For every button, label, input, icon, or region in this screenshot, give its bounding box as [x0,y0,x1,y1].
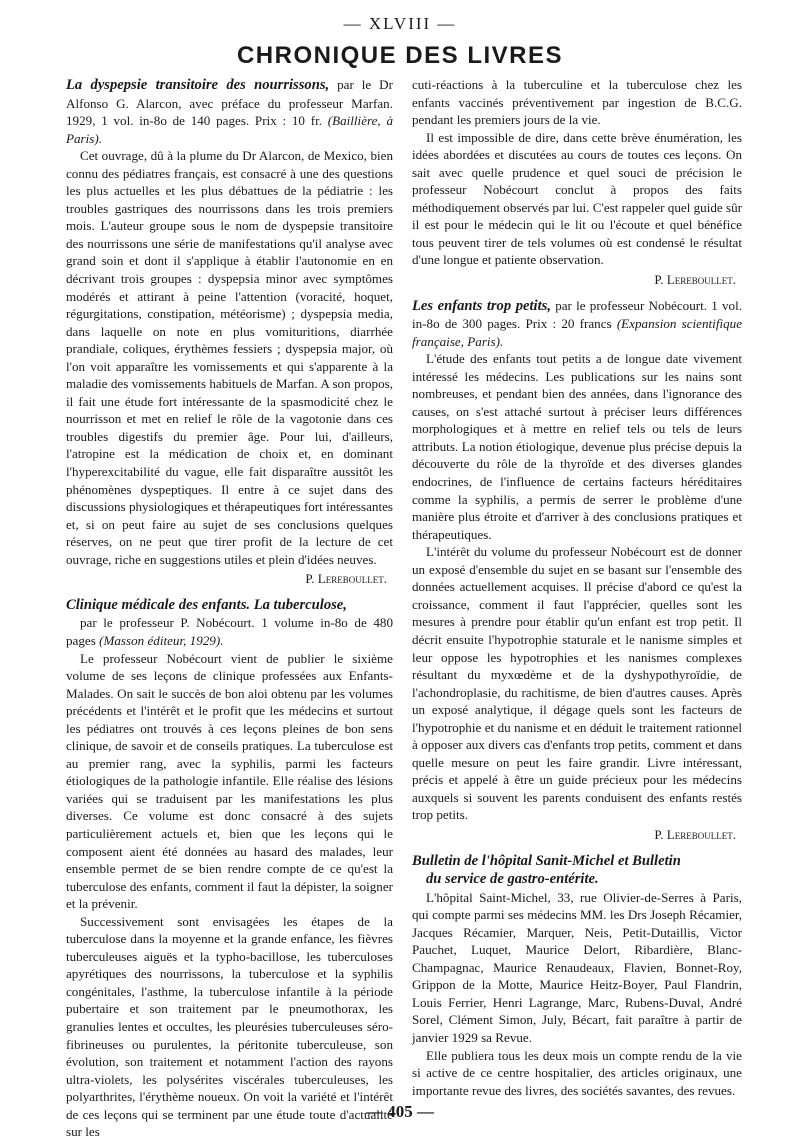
review-body: L'étude des enfants tout petits a de longue date vivement intéressé les médecins. Les publications sur les nains sont nombreuses, et pendant bien des années, dans l'ignorance des causes, on s'est attaché surtout à préciser leurs différences morphologiques et à mettre en relief tels ou tels de leurs attributs. La notion étiologique, devenue plus précise depuis la découverte du rôle de la thyroïde et des diverses glandes endocrines, de l'influence de certains facteurs héréditaires comme la syphilis, a permis de serrer le problème d'une manière plus étroite et d'arriver à des conclusions pratiques et thérapeutiques. [412,351,742,542]
review-body-continued: cuti-réactions à la tuberculine et la tuberculose chez les enfants vaccinés préventivement par ingestion de B.C.G. pendant les premiers jours de la vie. [412,77,742,128]
review-title-line2: du service de gastro-entérite. [426,871,599,888]
roman-page-number: — XLVIII — [343,14,457,33]
review-dyspepsie-heading [66,76,393,147]
review-byline: par le Dr Alfonso G. Alarcon, avec préface du professeur Marfan. 1929, 1 vol. in-8o de 140 pages. Prix : 10 fr. [66,77,393,129]
review-title: La dyspepsie transitoire des nourrissons, [66,77,330,93]
review-enfants-heading [412,297,742,351]
right-column [412,76,742,1099]
review-title: Clinique médicale des enfants. La tuberculose, [66,596,347,613]
review-body: Elle publiera tous les deux mois un compte rendu de la vie si active de ce centre hospitalier, des articles originaux, une importante revue des livres, des sociétés savantes, des revues. [412,1047,742,1098]
review-byline: par le professeur Nobécourt. 1 vol. in-8o de 300 pages. Prix : 20 francs [412,297,742,332]
review-body: Cet ouvrage, dû à la plume du Dr Alarcon, de Mexico, bien connu des pédiatres français, est consacré à une des questions les plus actuelles et les plus débattues de la pédiatrie : les troubles gastriques des nourrissons dans les trois premiers mois. L'auteur groupe sous le nom de dyspepsie transitoire des nourrissons une série de manifestations qu'il analyse avec grand soin et dont il s'applique à établir l'autonomie en en décrivant trois groupes : dyspepsia minor avec symptômes modérés et attirant à peine l'attention (voracité, hoquet, régurgitations, constipation, météorisme) ; dyspepsia media, dans laquelle on note en plus vomituritions, diarrhée prandiale, coliques, érythèmes fessiers ; dyspepsia major, où l'on voit apparaître les vomissements et qui s'apparente à la maladie des vomissements habituels de Marfan. A son propos, il fait une étude fort intéressante de la spasmodicité chez le nourrisson et met en relief le rôle de la vagotonie dans ces troubles digestifs du premier âge. Pour lui, d'ailleurs, l'atropine est la médication de choix et, en dominant l'hyperexcitabilité du vague, elle fait disparaître aussitôt les phénomènes dyspeptiques. Il entre à ce sujet dans des discussions physiologiques et thérapeutiques fort intéressantes et, si on peut faire au sujet de ses conclusions quelques réserves, on ne peut que tirer profit de la lecture de cet ouvrage, riche en suggestions utiles et plein d'idées neuves. [66,148,393,567]
review-body: Le professeur Nobécourt vient de publier le sixième volume de ses leçons de clinique professées aux Enfants-Malades. On sait le succès de bon aloi obtenu par les volumes précédents et l'intérêt et le profit que les médecins et surtout les pédiatres ont trouvés à ces leçons pleines de bon sens clinique, de savoir et de conseils pratiques. La tuberculose est au premier rang, avec la syphilis, parmi les facteurs étiologiques de la pathologie infantile. Elle réalise des lésions variées qui se traduisent par les manifestations les plus diverses. Ce volume est donc consacré à des sujets particulièrement actuels et, bien que les leçons qui le composent aient été données au hasard des malades, leur ensemble permet de se bien rendre compte de ce qu'est la tuberculose des enfants, comment il faut la dépister, la soigner et la prévenir. [66,650,393,912]
review-publisher: (Baillière, à Paris). [66,113,393,146]
review-byline: par le professeur P. Nobécourt. 1 volume in-8o de 480 pages [66,615,393,648]
review-publisher: (Expansion scientifique française, Paris). [412,316,743,349]
review-body: Il est impossible de dire, dans cette brève énumération, les idées abordées et discutées au cours de toutes ces leçons. On sait avec quelle prudence et quel souci de précision le professeur Nobécourt conclut à propos des faits méthodiquement observés par lui. C'est rappeler quel guide sûr il est pour le médecin qui le lit ou l'écoute et quel bénéfice tous peuvent tirer de tels volumes où est condensé le résultat d'une longue et patiente observation. [412,129,742,268]
review-title: Bulletin de l'hôpital Sanit-Michel et Bulletin [412,852,681,869]
page-number: — 405 — [366,1102,434,1121]
review-publisher: (Masson éditeur, 1929). [99,632,224,648]
review-title: Les enfants trop petits, [412,297,551,314]
review-body: Successivement sont envisagées les étapes de la tuberculose dans la moyenne et la grande enfance, les fièvres tuberculeuses aiguës et la typho-bacillose, les tuberculoses apyrétiques des nourrissons, la tuberculose et la syphilis congénitales, l'asthme, la tuberculose infantile à la période pubertaire et son traitement par le pneumothorax, les granulies lentes et occultes, les pleurésies tuberculeuses séro-fibrineuses ou purulentes, la péritonite tuberculeuse, son évolution, son traitement et notamment l'action des rayons ultra-violets, les polysérites viscérales tuberculeuses, les polyarthrites, l'érythème noueux. On voit la variété et l'intérêt de ces leçons qui se terminent par une étude toute d'actualité sur les [66,913,393,1140]
review-body: L'hôpital Saint-Michel, 33, rue Olivier-de-Serres à Paris, qui compte parmi ses médecins MM. les Drs Joseph Récamier, Jacques Récamier, Marquer, Neis, Petit-Dutaillis, Victor Pauchet, Luquet, Maurice Delort, Ribardière, Blanc-Champagnac, Maurice Renaudeaux, Flavien, Bonnet-Roy, Grippon de la Motte, Maurice Heitz-Boyer, Paul Flandrin, Louis Ferrier, Henri Lagrange, Marc, Rubens-Duval, André Sorel, Clément Simon, July, Bécart, fait paraître à partir de janvier 1929 sa Revue. [412,889,742,1045]
review-signature: P. Lereboullet. [654,272,736,288]
review-bulletin-heading [412,852,742,889]
section-title: CHRONIQUE DES LIVRES [236,42,564,69]
left-column [66,76,393,1141]
review-signature: P. Lereboullet. [305,571,387,587]
review-signature: P. Lereboullet. [654,826,736,842]
review-body: L'intérêt du volume du professeur Nobécourt est de donner un exposé d'ensemble du sujet en se basant sur l'ensemble des données actuellement acquises. Il précise d'abord ce qu'est la croissance, comment il faut l'apprécier, quelles sont les mesures à prendre pour établir qu'un enfant est trop petit. Il décrit ensuite l'hypotrophie staturale et le nanisme simples et leur oppose les hypotrophies et les nanismes complexes résultant du myxœdème et de la dyshypothyroïdie, de l'achondroplasie, du rachitisme, de bien d'autres causes. Après un exposé analytique, il dégage quels sont les facteurs de l'hypotrophie et du nanisme et en déduit le traitement rationnel à opposer aux divers cas d'enfants trop petits, comment et dans quelle mesure on peut les faire grandir. Livre intéressant, précis et appelé à être un guide précieux pour les médecins auxquels si souvent les parents conduisent des enfants restés trop petits. [412,544,742,823]
review-clinique-heading [66,596,393,650]
